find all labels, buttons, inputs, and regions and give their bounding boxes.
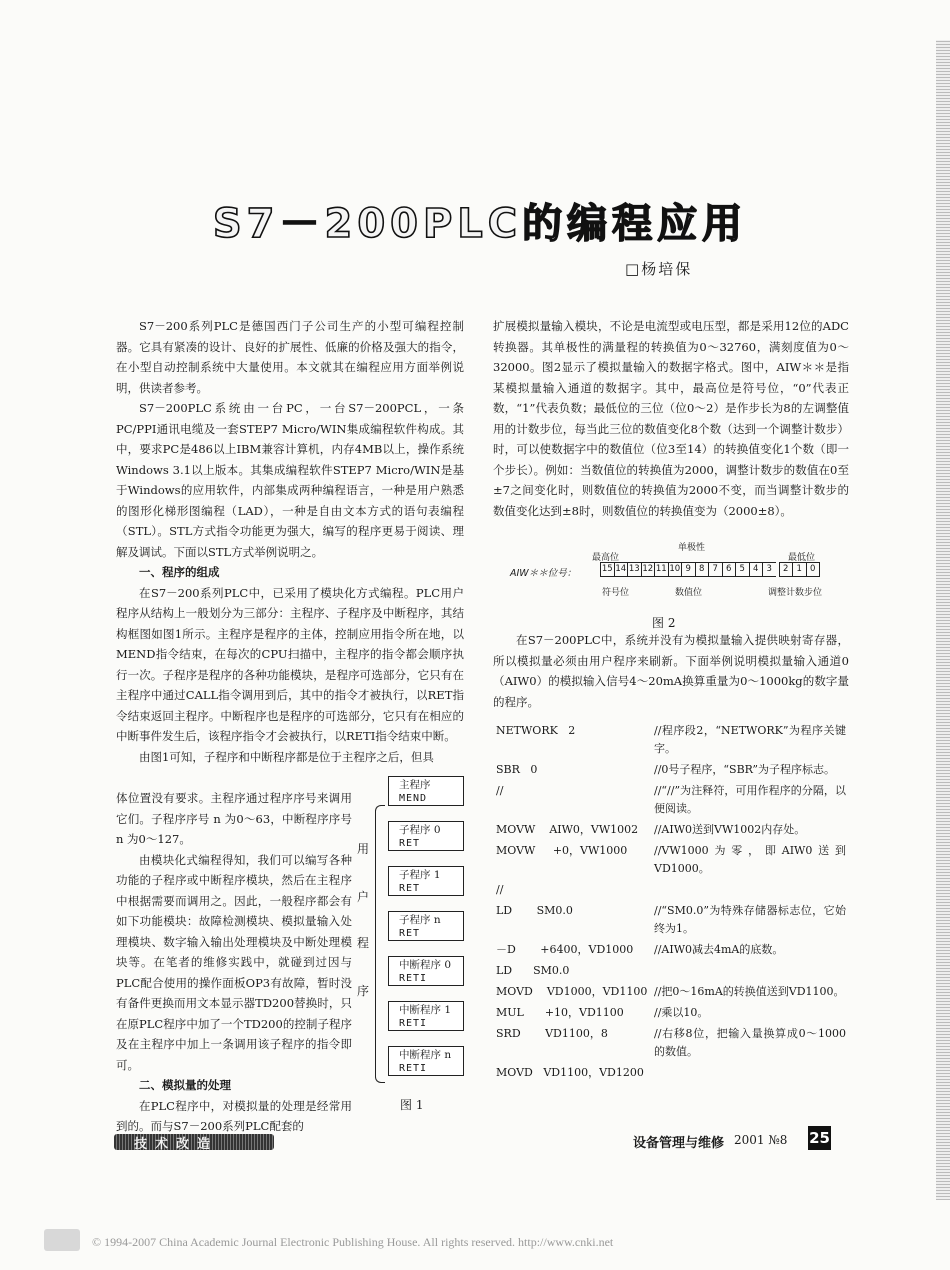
- program-comment: [654, 962, 846, 980]
- label-value: 数值位: [675, 588, 703, 598]
- column-banner: [114, 1134, 274, 1150]
- flow-box-keyword: RETI: [399, 1063, 428, 1074]
- program-code: MOVW AIW0，VW1002: [496, 823, 639, 836]
- program-code: MUL +10，VD1100: [496, 1006, 624, 1019]
- bit-cell: 14: [614, 562, 628, 577]
- bit-cell: 2: [779, 562, 793, 577]
- program-comment: //乘以10。: [654, 1006, 709, 1019]
- copyright-notice: © 1994-2007 China Academic Journal Electronic Publishing House. All rights reserved. http://www.cnki.net: [92, 1235, 614, 1249]
- program-code: NETWORK 2: [496, 724, 576, 737]
- program-comment: //程序段2，“NETWORK”为程序关键字。: [654, 724, 846, 755]
- bit-cell: 3: [762, 562, 776, 577]
- label-sign: 符号位: [602, 588, 630, 598]
- program-line: [496, 941, 846, 959]
- flow-box: [388, 956, 464, 986]
- program-line: [496, 983, 846, 1001]
- figure1-bracket: [375, 805, 385, 1083]
- author: [625, 258, 692, 279]
- program-code: SBR 0: [496, 763, 538, 776]
- figure1-side-label: 序: [357, 984, 370, 998]
- program-line: [496, 722, 846, 758]
- program-line: [496, 842, 846, 878]
- column-name: 技术改造: [134, 1137, 219, 1152]
- program-code: //: [496, 883, 504, 896]
- program-line: [496, 1064, 846, 1082]
- program-code: －D +6400，VD1000: [496, 943, 634, 956]
- figure1-side-label: 程: [357, 936, 370, 950]
- label-msb: 最高位: [592, 553, 620, 563]
- program-comment: [654, 1064, 846, 1082]
- issue-number: 2001 №8: [734, 1133, 788, 1147]
- body-paragraph: 由模块化式编程得知，我们可以编写各种功能的子程序或中断程序模块，然后在主程序中根据需要而调用之。因此，一般程序都会有如下功能模块：故障检测模块、模拟量输入处理模块、数字输入输出处理模块及中断处理模块等。在笔者的维修实践中，就碰到过因与PLC配合使用的操作面板OP3有故障，暂时没有备件更换而用文本显示器TD200替换时，只在原PLC程序中加了一个TD200的控制子程序及在主程序中加上一条调用该子程序的指令即可。: [116, 852, 352, 1072]
- flow-box-name: 子程序 1: [399, 869, 441, 881]
- bit-cell: 15: [600, 562, 614, 577]
- bit-cell: 0: [806, 562, 821, 577]
- program-code: SRD VD1100，8: [496, 1027, 608, 1040]
- program-comment: //“SM0.0”为特殊存储器标志位，它始终为1。: [654, 904, 846, 935]
- program-line: [496, 782, 846, 818]
- program-line: [496, 1025, 846, 1061]
- flow-box: [388, 1046, 464, 1076]
- magazine-name: 设备管理与维修: [633, 1136, 725, 1151]
- bit-cell: 8: [695, 562, 709, 577]
- flow-box-name: 中断程序 1: [399, 1004, 452, 1016]
- label-lsb: 最低位: [788, 553, 816, 563]
- left-narrow-column: [116, 788, 352, 1137]
- program-line: [496, 1004, 846, 1022]
- body-paragraph: 体位置没有要求。主程序通过程序序号来调用它们。子程序序号 n 为0～63，中断程序序号 n 为0～127。: [116, 791, 352, 846]
- label-unipolar: 单极性: [678, 543, 706, 553]
- flow-box-name: 主程序: [399, 779, 431, 791]
- scan-edge: [936, 40, 950, 1200]
- program-listing: [496, 722, 846, 1085]
- figure1-flowchart: [388, 776, 464, 1091]
- bit-cell: 5: [735, 562, 749, 577]
- body-paragraph: S7－200系列PLC是德国西门子公司生产的小型可编程控制器。它具有紧凑的设计、良好的扩展性、低廉的价格及强大的指令，在小型自动控制系统中大量使用。本文就其在编程应用方面举例说明，供读者参考。: [116, 319, 464, 395]
- program-code: LD SM0.0: [496, 964, 570, 977]
- program-code: LD SM0.0: [496, 904, 573, 917]
- flow-box: [388, 821, 464, 851]
- program-comment: //把0～16mA的转换值送到VD1100。: [654, 985, 845, 998]
- flow-box: [388, 866, 464, 896]
- flow-box: [388, 1001, 464, 1031]
- program-comment: //右移8位，把输入量换算成0～1000的数值。: [654, 1027, 846, 1058]
- body-paragraph: 在S7－200PLC中，系统并没有为模拟量输入提供映射寄存器，所以模拟量必须由用户程序来刷新。下面举例说明模拟量输入通道0（AIW0）的模拟输入信号4～20mA换算重量为0～1000kg的数字量的程序。: [493, 633, 849, 709]
- program-line: [496, 902, 846, 938]
- figure2-caption: 图 2: [652, 616, 676, 630]
- label-adjust: 调整计数步位: [768, 588, 823, 598]
- body-paragraph: 在PLC程序中，对模拟量的处理是经常用到的。而与S7－200系列PLC配套的: [116, 1098, 352, 1133]
- flow-box-keyword: RET: [399, 838, 421, 849]
- author-marker: □: [625, 260, 642, 278]
- bit-cell: 10: [668, 562, 682, 577]
- section-heading: 一、程序的组成: [139, 565, 220, 579]
- body-paragraph: S7－200PLC系统由一台PC，一台S7－200PCL，一条PC/PPI通讯电缆及一套STEP7 Micro/WIN集成编程软件构成。其中，要求PC是486以上IBM兼容计算机，内存4MB以上，操作系统Windows 3.1以上版本。其集成编程软件STEP7 Micro/WIN是基于Windows的应用软件，内部集成两种编程语言，一种是用户熟悉的图形化梯形图编程（LAD），一种是自由文本方式的语句表编程（STL）。STL方式指令功能更为强大，编写的程序更易于阅读、理解及调试。下面以STL方式举例说明之。: [116, 401, 464, 559]
- program-code: MOVW +0，VW1000: [496, 844, 628, 857]
- program-comment: //AIW0送到VW1002内存处。: [654, 823, 806, 836]
- program-comment: //“//”为注释符，可用作程序的分隔，以便阅读。: [654, 784, 846, 815]
- right-column-lower: [493, 630, 849, 712]
- flow-box: [388, 911, 464, 941]
- bit-row: [600, 562, 820, 577]
- program-code: MOVD VD1000，VD1100: [496, 985, 648, 998]
- bit-cell: 13: [627, 562, 641, 577]
- flow-box-keyword: MEND: [399, 793, 428, 804]
- bit-cell: 9: [681, 562, 695, 577]
- program-comment: //0号子程序，“SBR”为子程序标志。: [654, 763, 835, 776]
- section-heading: 二、模拟量的处理: [139, 1078, 231, 1092]
- page-title: S7－200PLC的编程应用: [212, 201, 748, 247]
- page-number: 25: [808, 1126, 831, 1150]
- program-line: [496, 962, 846, 980]
- body-paragraph: 在S7－200系列PLC中，已采用了模块化方式编程。PLC用户程序从结构上一般划分为三部分：主程序、子程序及中断程序，其结构框图如图1所示。主程序是程序的主体，控制应用指令所在地，以MEND指令结束，在每次的CPU扫描中，主程序的指令都会顺序执行一次。子程序是程序的各种功能模块，是程序可选部分，它只有在主程序中通过CALL指令调用到后，其中的指令才被执行，以RET指令结束返回主程序。中断程序也是程序的可选部分，它只有在相应的中断事件发生后，该程序指令才会被执行，以RETI指令结束中断。: [116, 585, 464, 743]
- figure2-data-word: [510, 543, 850, 600]
- bit-cell: 7: [708, 562, 722, 577]
- figure1-side-label: 户: [357, 890, 370, 904]
- bit-cell: 1: [792, 562, 806, 577]
- cnki-logo: [44, 1229, 80, 1251]
- flow-box-keyword: RETI: [399, 1018, 428, 1029]
- program-comment: //AIW0减去4mA的底数。: [654, 943, 784, 956]
- flow-box-name: 中断程序 0: [399, 959, 452, 971]
- program-line: [496, 761, 846, 779]
- flow-box-name: 子程序 n: [399, 914, 441, 926]
- body-paragraph: 由图1可知，子程序和中断程序都是位于主程序之后，但具: [139, 749, 434, 764]
- body-paragraph: 扩展模拟量输入模块，不论是电流型或电压型，都是采用12位的ADC转换器。其单极性的满量程的转换值为0～32760，满刻度值为0～32000。图2显示了模拟量输入的数据字格式。图中，AIW＊＊是指某模拟量输入通道的数据字。其中，最高位是符号位，“0”代表正数，“1”代表负数；最低位的三位（位0～2）是作步长为8的左调整值用的计数步位，每当此三位的数值变化8个数（达到一个调整计数步）时，可以使数据字中的数值位（位3至14）的转换值变化1个数（即一个步长）。例如：当数值位的转换值为2000，调整计数步的数值在0至±7之间变化时，则数值位的转换值为2000不变，而当调整计数步的数值变化达到±8时，则数值位的转换值变为（2000±8）。: [493, 319, 849, 518]
- bit-cell: 6: [722, 562, 736, 577]
- flow-box-name: 子程序 0: [399, 824, 441, 836]
- bit-cell: 4: [749, 562, 763, 577]
- figure1-side-label: 用: [357, 842, 370, 856]
- author-name: 杨培保: [641, 260, 693, 278]
- program-comment: //VW1000为零，即AIW0送到VD1000。: [654, 844, 846, 875]
- flow-box-keyword: RET: [399, 883, 421, 894]
- flow-box: [388, 776, 464, 806]
- flow-box-keyword: RETI: [399, 973, 428, 984]
- flow-box-keyword: RET: [399, 928, 421, 939]
- program-line: [496, 881, 846, 899]
- bit-cell: 11: [654, 562, 668, 577]
- register-label: AIW＊＊位号：: [510, 568, 577, 579]
- figure1-caption: 图 1: [400, 1098, 424, 1112]
- left-column: [116, 316, 464, 767]
- program-code: MOVD VD1100，VD1200: [496, 1066, 644, 1079]
- bit-cell: 12: [641, 562, 655, 577]
- program-comment: [654, 881, 846, 899]
- right-column: [493, 316, 849, 521]
- flow-box-name: 中断程序 n: [399, 1049, 452, 1061]
- program-line: [496, 821, 846, 839]
- program-code: //: [496, 784, 504, 797]
